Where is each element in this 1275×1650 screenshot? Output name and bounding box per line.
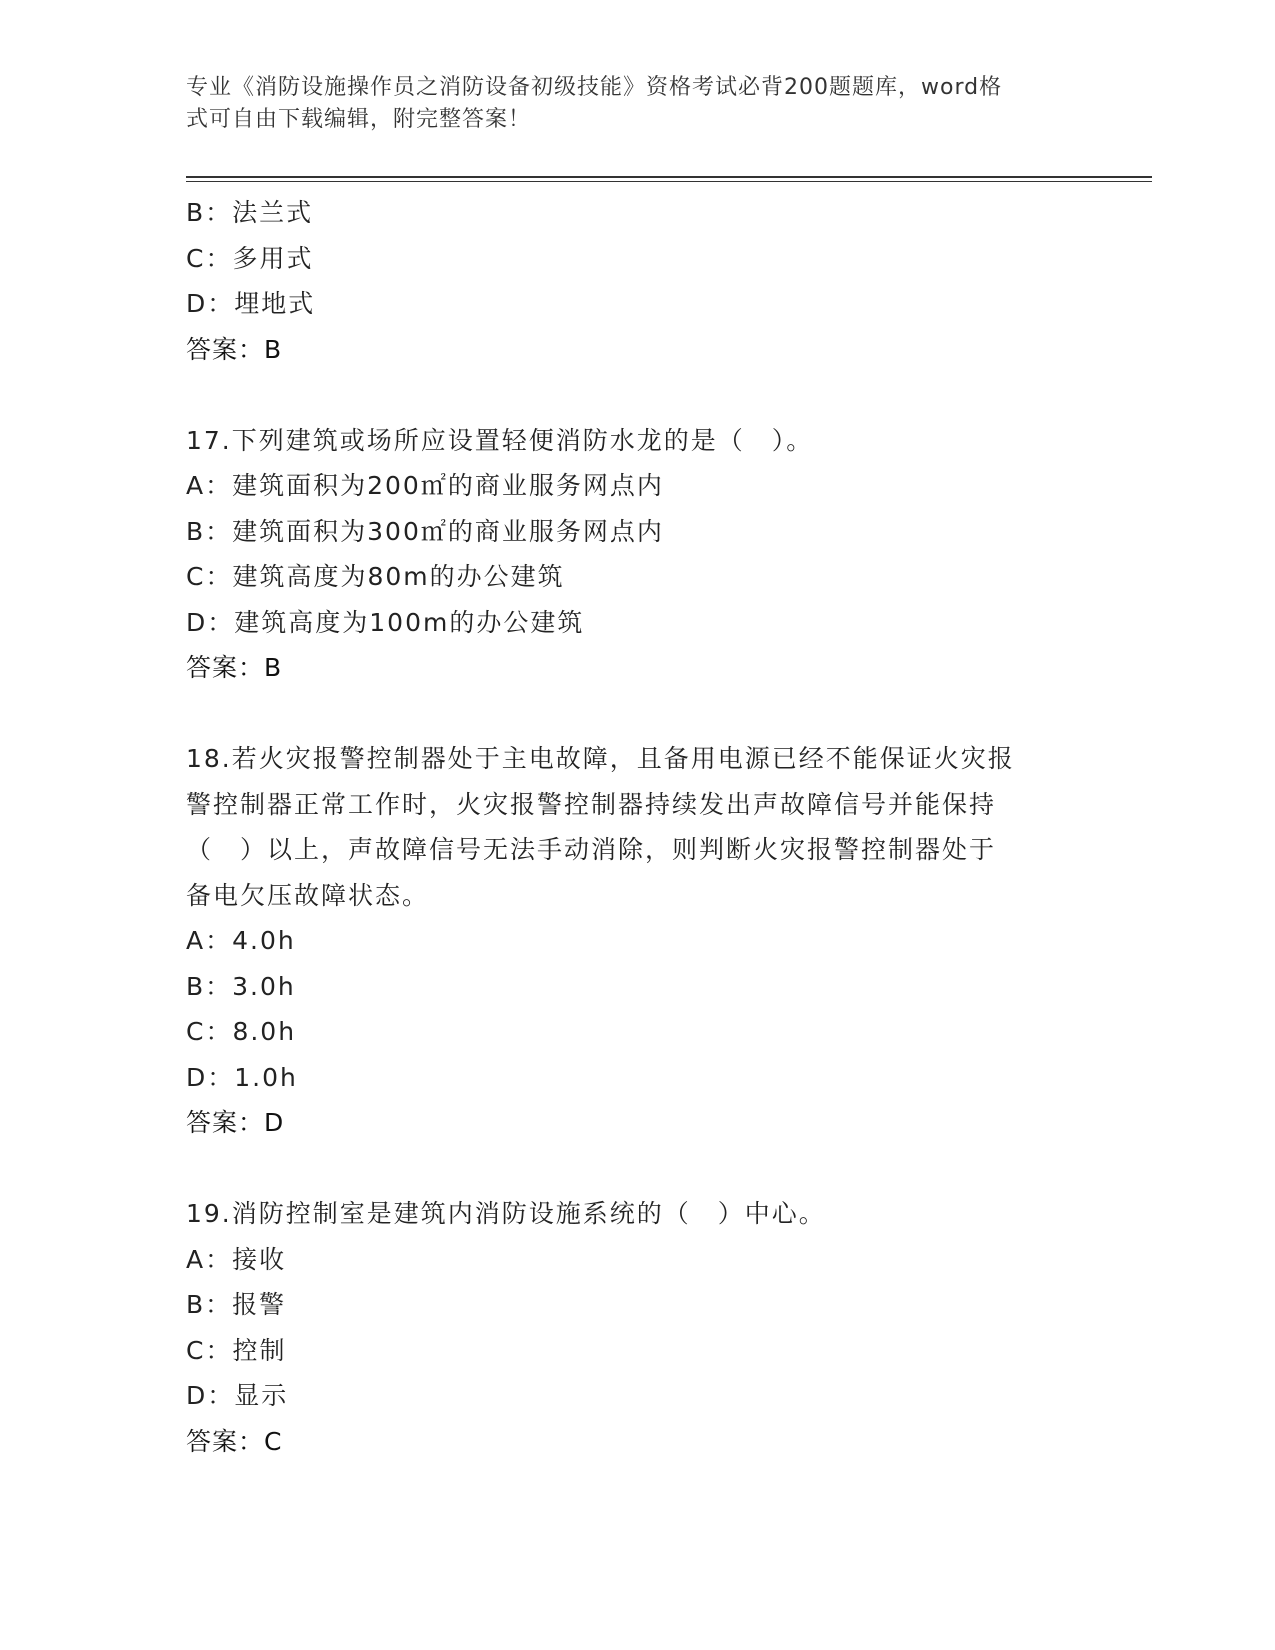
question-stem: 17.下列建筑或场所应设置轻便消防水龙的是（ ）。 (186, 425, 814, 455)
option-d: D：埋地式 (186, 289, 316, 318)
question-stem-line: 警控制器正常工作时，火灾报警控制器持续发出声故障信号并能保持 (186, 789, 997, 819)
question-block (186, 736, 1086, 1146)
question-block (186, 1191, 1086, 1464)
option-c: C：建筑高度为80m的办公建筑 (186, 562, 565, 591)
answer-line: 答案：D (186, 1108, 285, 1137)
answer-line: 答案：B (186, 334, 283, 364)
header-divider-thick (186, 176, 1152, 178)
option-b: B：法兰式 (186, 198, 314, 227)
block-spacer (186, 691, 1086, 737)
option-b: B：报警 (186, 1290, 287, 1319)
option-b: B：3.0h (186, 971, 296, 1001)
question-stem-line: 备电欠压故障状态。 (186, 880, 430, 910)
answer-line: 答案：B (186, 653, 283, 682)
header-divider-thin (186, 181, 1152, 182)
option-c: C：8.0h (186, 1017, 297, 1046)
option-a: A：接收 (186, 1244, 287, 1274)
question-list (186, 190, 1086, 1464)
option-c: C：控制 (186, 1335, 287, 1365)
option-a: A：建筑面积为200㎡的商业服务网点内 (186, 471, 664, 500)
option-d: D：建筑高度为100m的办公建筑 (186, 607, 585, 637)
block-spacer (186, 372, 1086, 418)
header-line-2: 式可自由下载编辑，附完整答案！ (186, 107, 532, 132)
document-header (186, 72, 1066, 136)
question-stem-line: 18.若火灾报警控制器处于主电故障，且备用电源已经不能保证火灾报 (186, 744, 1015, 773)
question-block (186, 190, 1086, 372)
question-block (186, 418, 1086, 691)
question-stem-line: （ ）以上，声故障信号无法手动消除，则判断火灾报警控制器处于 (186, 835, 997, 864)
option-c: C：多用式 (186, 243, 314, 273)
question-stem: 19.消防控制室是建筑内消防设施系统的（ ）中心。 (186, 1199, 826, 1228)
block-spacer (186, 1146, 1086, 1192)
option-b: B：建筑面积为300㎡的商业服务网点内 (186, 516, 664, 546)
option-a: A：4.0h (186, 926, 296, 955)
option-d: D：1.0h (186, 1062, 298, 1092)
option-d: D：显示 (186, 1381, 289, 1410)
answer-line: 答案：C (186, 1426, 283, 1456)
header-line-1: 专业《消防设施操作员之消防设备初级技能》资格考试必背200题题库，word格 (186, 75, 1003, 100)
